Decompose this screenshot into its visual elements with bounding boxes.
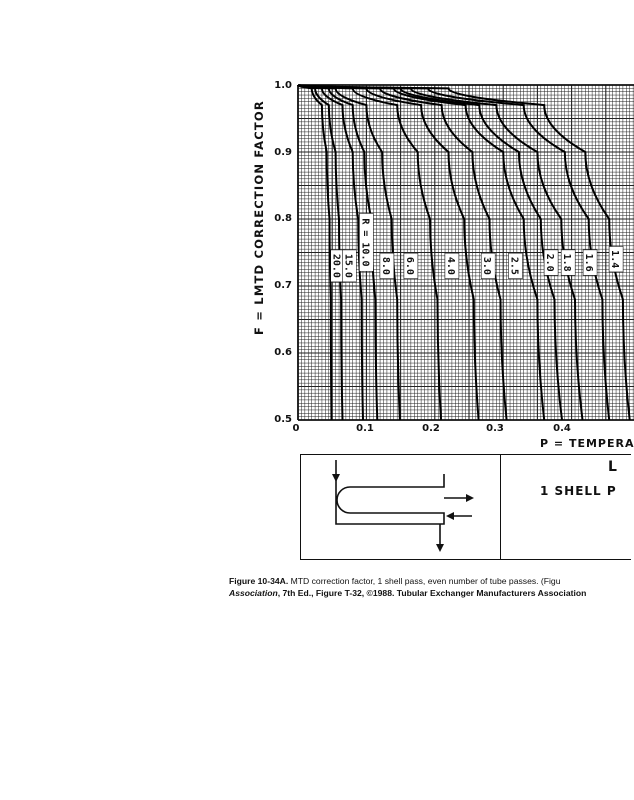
exchanger-diagram-box (300, 454, 501, 560)
curve-label-text: 1.6 (583, 253, 595, 272)
curve-label-text: 1.4 (609, 250, 621, 269)
curve-label (342, 250, 356, 282)
caption-line-1 (229, 575, 586, 587)
figure-caption (229, 575, 586, 599)
curve-label-text: 3.0 (481, 256, 493, 275)
curve-label-text: 15.0 (342, 253, 354, 278)
y-tick-label: 0.6 (274, 347, 292, 358)
y-tick-label: 0.7 (274, 280, 292, 291)
x-tick-label: 0.1 (356, 423, 374, 434)
curve-label-text: 4.0 (444, 256, 456, 275)
curve-label (404, 253, 418, 279)
caption-text-2: , 7th Ed., Figure T-32, ©1988. Tubular Exchanger Manufacturers Association (277, 588, 587, 598)
curve-label-text: 2.5 (508, 256, 520, 275)
curve-label (359, 213, 373, 271)
arrangement-letter: L (608, 459, 617, 475)
x-tick-label: 0 (292, 423, 300, 434)
curve-label (561, 250, 575, 276)
curve-label-text: 1.8 (561, 253, 573, 272)
y-axis-label: F = LMTD CORRECTION FACTOR (252, 100, 266, 335)
y-tick-label: 0.8 (274, 213, 292, 224)
curve-label (445, 253, 459, 279)
curve-label (583, 250, 597, 276)
curve-label (544, 250, 558, 276)
x-tick-label: 0.3 (486, 423, 504, 434)
shell-pass-label: 1 SHELL P (540, 484, 617, 498)
curve-label-text: R = 10.0 (359, 218, 371, 267)
caption-line-2 (229, 587, 586, 599)
figure-label: Figure 10-34A. (229, 576, 289, 586)
curve-label-text: 2.0 (544, 253, 556, 272)
y-tick-label: 0.5 (274, 414, 292, 425)
caption-text-1: MTD correction factor, 1 shell pass, even number of tube passes. (Figu (288, 576, 561, 586)
curve-label (380, 253, 394, 279)
x-axis-label: P = TEMPERA (540, 437, 634, 450)
curve-label-text: 8.0 (379, 256, 391, 275)
curve-label (481, 253, 495, 279)
curve-label (609, 246, 623, 272)
caption-italic: Association (229, 588, 278, 598)
y-tick-label: 0.9 (274, 147, 292, 158)
curve-label-text: 6.0 (403, 256, 415, 275)
curve-label-text: 20.0 (330, 253, 342, 278)
curve-label (509, 253, 523, 279)
y-tick-label: 1.0 (274, 80, 292, 91)
x-tick-label: 0.4 (553, 423, 571, 434)
x-tick-label: 0.2 (422, 423, 440, 434)
